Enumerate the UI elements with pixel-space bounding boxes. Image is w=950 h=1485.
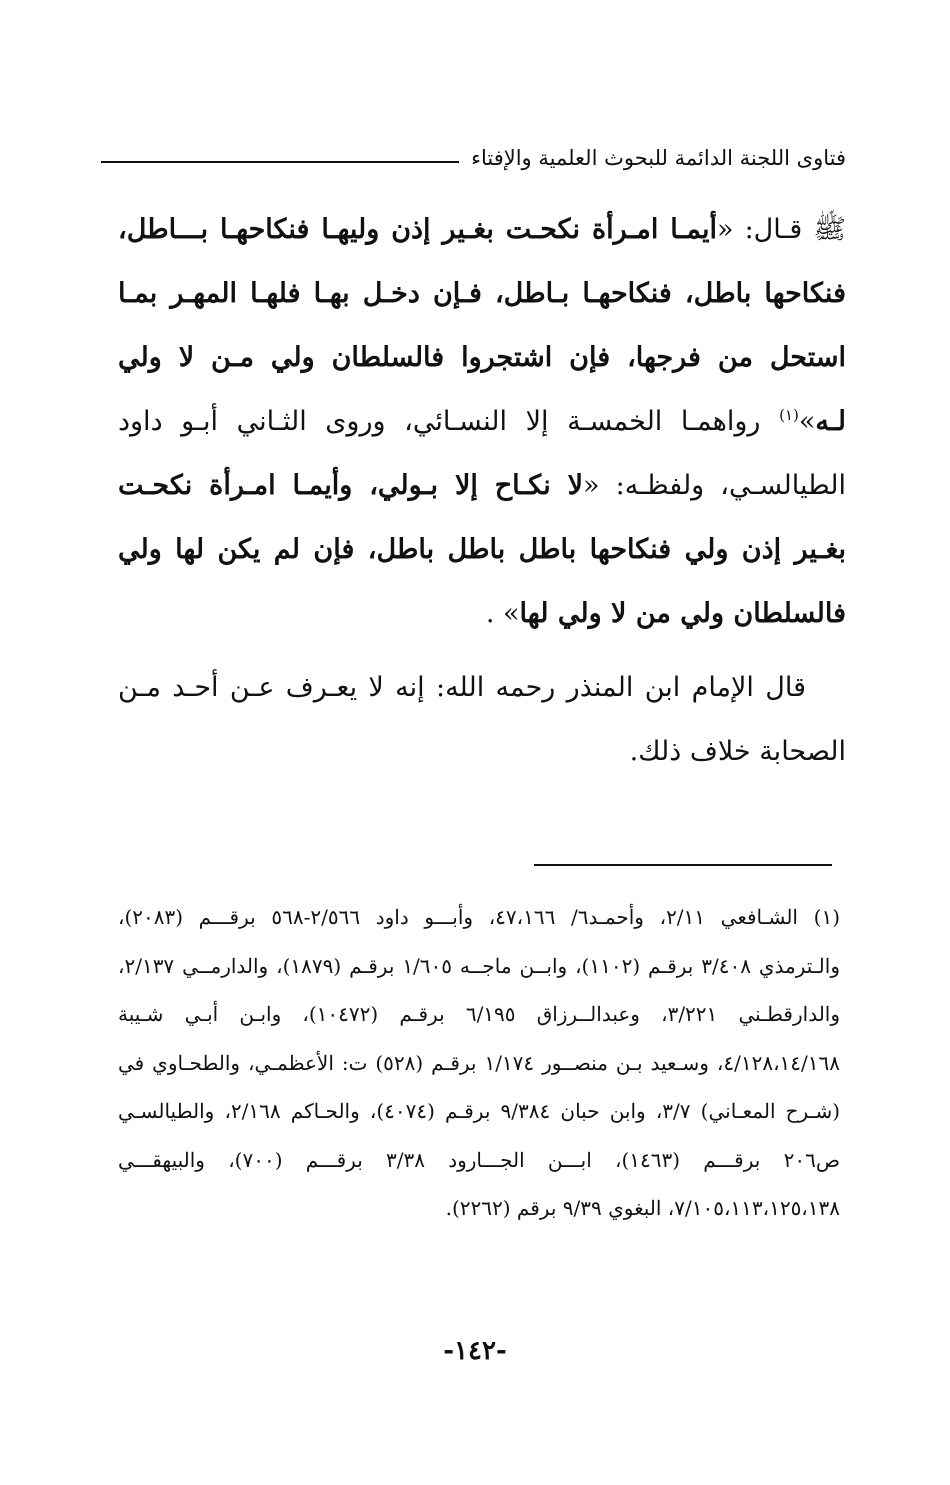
footnote-1: (١) الشـافعي ٢/١١، وأحمـد٦/ ٤٧،١٦٦، وأبـــو داود ٢/٥٦٦-٥٦٨ برقـــم (٢٠٨٣)، والـترمذي ٣/٤٠٨ برقـم (١١٠٢)، وابــن ماجــه ١/٦٠٥ برقـم (١٨٧٩)، والدارمــي ٢/١٣٧، والدارقطـني ٣/٢٢١، وعبدالــرزاق ٦/١٩٥ برقـم (١٠٤٧٢)، وابـن أبـي شـيبة ٤/١٢٨،١٤/١٦٨، وسـعيد بـن منصــور ١/١٧٤ برقـم (٥٢٨) ت: الأعظمـي، والطحـاوي في (شـرح المعـاني) ٣/٧، وابن حبان ٩/٣٨٤ برقـم (٤٠٧٤)، والحـاكم ٢/١٦٨، والطيالسـي ص٢٠٦ برقـــم (١٤٦٣)، ابـــن الجـــارود ٣/٣٨ برقـــم (٧٠٠)، والبيهقـــي ٧/١٠٥،١١٣،١٢٥،١٣٨، البغوي ٩/٣٩ برقم (٢٢٦٢). <box>118 905 841 1220</box>
hadith-lead: ﷺ قـال: « <box>717 214 847 245</box>
ibn-almundhir-paragraph: قال الإمام ابن المنذر رحمه الله: إنه لا يعـرف عـن أحـد مـن الصحابة خلاف ذلك. <box>118 672 846 767</box>
hadith-quote-close: » <box>798 406 816 437</box>
hadith-quote-1: أيمـا امـرأة نكحـت بغـير إذن وليهـا فنكاحهـا بـــاطل، فنكاحها باطل، فنكاحهـا بـاطل، فـإن دخـل بهـا فلهـا المهـر بمـا استحل من فرجها، فإن اشتجروا فالسلطان ولي مـن لا ولي لـه <box>118 214 846 437</box>
hadith-paragraph <box>118 198 846 646</box>
footnote-separator <box>534 864 832 866</box>
hadith-quote-2: لا نكـاح إلا بـولي، وأيمـا امـرأة نكحـت بغـير إذن ولي فنكاحها باطل باطل باطل، فإن لم يكن لها ولي فالسلطان ولي من لا ولي لها <box>118 470 846 629</box>
header-title: فتاوى اللجنة الدائمة للبحوث العلمية والإفتاء <box>471 146 846 170</box>
body-text <box>118 198 846 784</box>
running-header <box>101 138 846 178</box>
page-number: -١٤٢- <box>443 1336 507 1366</box>
hadith-narration: رواهمـا الخمسـة إلا النسـائي، وروى الثـاني أبـو داود الطيالسـي، ولفظـه: « <box>118 406 846 501</box>
header-rule <box>101 161 459 163</box>
footnote-reference: (١) <box>779 406 799 424</box>
hadith-quote-end: » . <box>485 598 520 629</box>
footnotes <box>118 893 840 1233</box>
